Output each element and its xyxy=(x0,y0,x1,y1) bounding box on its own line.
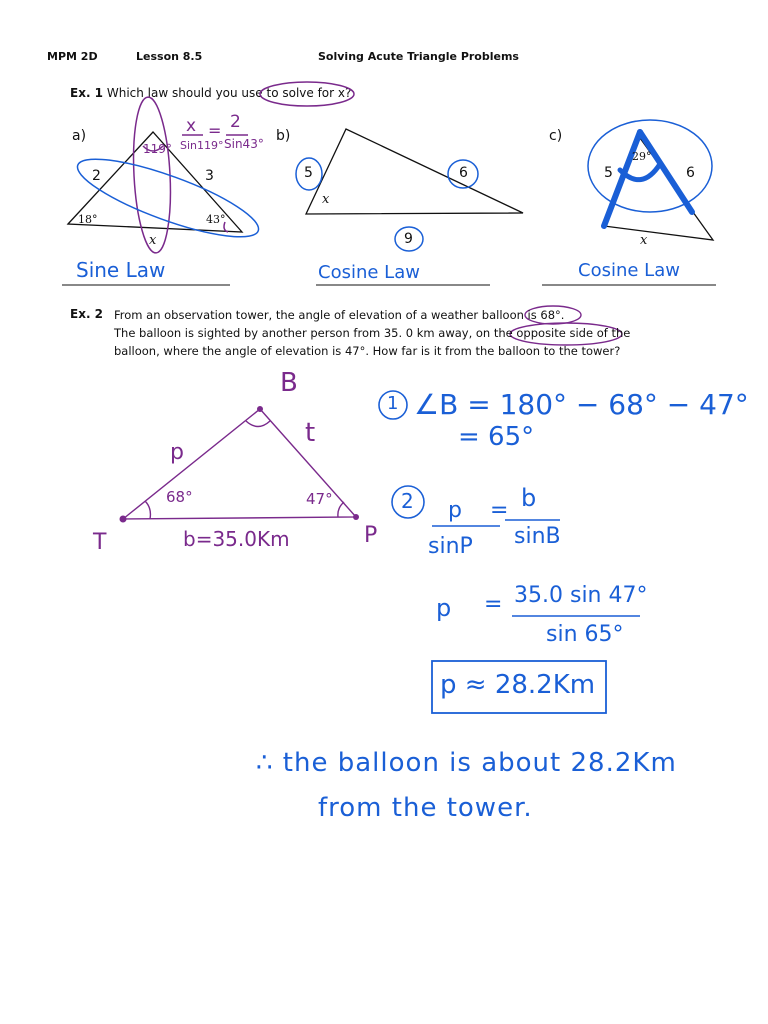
ex2-label: Ex. 2 xyxy=(70,307,104,321)
part-b-side-6: 6 xyxy=(459,165,468,181)
ex1-question: Which law should you use to solve for x? xyxy=(106,86,352,100)
part-c-answer: Cosine Law xyxy=(578,260,680,281)
conclusion-line-1: ∴ the balloon is about 28.2Km xyxy=(256,748,677,778)
part-a-angle-18: 18° xyxy=(78,213,98,226)
vertex-B-label: B xyxy=(280,368,298,398)
result-value: p ≈ 28.2Km xyxy=(440,670,596,700)
ex1-label: Ex. 1 xyxy=(70,86,104,100)
course-code: MPM 2D xyxy=(47,50,98,63)
step2-frac1-top: p xyxy=(448,498,462,523)
side-p-label: p xyxy=(170,440,184,465)
part-b-side-5: 5 xyxy=(304,165,313,181)
solve-for-x-circle xyxy=(260,82,354,106)
ex2-line-1: From an observation tower, the angle of elevation of a weather balloon is 68°. xyxy=(114,308,565,322)
part-b-side-9: 9 xyxy=(404,231,413,247)
step1-number: 1 xyxy=(387,393,399,414)
step1-line-2: = 65° xyxy=(458,422,535,452)
part-a-eq-sin43: Sin43° xyxy=(224,137,264,151)
step2-number: 2 xyxy=(401,489,414,513)
part-c-side-6: 6 xyxy=(686,165,695,181)
part-c-side-5: 5 xyxy=(604,165,613,181)
base-b-label: b=35.0Km xyxy=(183,527,290,551)
loop-side2-angle43 xyxy=(70,144,265,251)
part-a-angle-43: 43° xyxy=(206,213,226,226)
part-b-unknown-x: x xyxy=(322,192,330,207)
part-a-eq-2: 2 xyxy=(230,112,241,132)
vertex-T-dot xyxy=(120,516,127,523)
part-a-note-angle: 119° xyxy=(143,142,172,156)
angle-68-label: 68° xyxy=(166,488,193,506)
ex2-line-2: The balloon is sighted by another person from 35. 0 km away, on the opposite side of the xyxy=(114,326,631,340)
vertex-P-label: P xyxy=(364,523,378,548)
part-c-tag: c) xyxy=(549,128,563,144)
step2-p-label: p xyxy=(436,594,452,622)
vertex-B-dot xyxy=(257,406,263,412)
lesson-number: Lesson 8.5 xyxy=(136,50,203,63)
step2-numerator: 35.0 sin 47° xyxy=(514,583,648,608)
part-a-unknown-x: x xyxy=(149,233,157,248)
part-b-tag: b) xyxy=(276,128,291,144)
bold-side-c-right xyxy=(640,132,692,212)
vertex-P-dot xyxy=(353,514,359,520)
step2-p-equals: = xyxy=(484,592,503,617)
step1-line-1: ∠B = 180° − 68° − 47° xyxy=(414,388,749,421)
step2-frac1-bottom: sinP xyxy=(428,534,473,559)
step2-equals: = xyxy=(490,498,509,523)
part-b-answer: Cosine Law xyxy=(318,262,420,283)
angle-arc-B xyxy=(246,421,270,427)
step2-frac2-top: b xyxy=(521,484,537,512)
step2-denominator: sin 65° xyxy=(546,622,624,647)
triangle-b xyxy=(306,129,523,214)
part-c-unknown-x: x xyxy=(640,233,648,248)
part-a-eq-x: x xyxy=(186,116,197,136)
angle-47-label: 47° xyxy=(306,490,333,508)
ex2-line-3: balloon, where the angle of elevation is 47°. How far is it from the balloon to the tower? xyxy=(114,344,621,358)
step2-frac2-bottom: sinB xyxy=(514,524,561,549)
angle-arc-P xyxy=(338,502,344,517)
part-a-answer: Sine Law xyxy=(76,258,166,282)
vertex-T-label: T xyxy=(93,530,107,555)
page-title: Solving Acute Triangle Problems xyxy=(318,50,519,63)
part-a-side-2: 2 xyxy=(92,168,101,184)
part-a-eq-sin119: Sin119° xyxy=(180,139,224,152)
part-a-eq-equals: = xyxy=(208,121,222,140)
conclusion-line-2: from the tower. xyxy=(318,793,533,823)
angle-arc-T xyxy=(145,501,150,519)
part-c-angle-29: 29° xyxy=(632,150,652,163)
side-t-label: t xyxy=(305,418,316,448)
part-a-tag: a) xyxy=(72,128,87,144)
part-a-side-3: 3 xyxy=(205,168,214,184)
